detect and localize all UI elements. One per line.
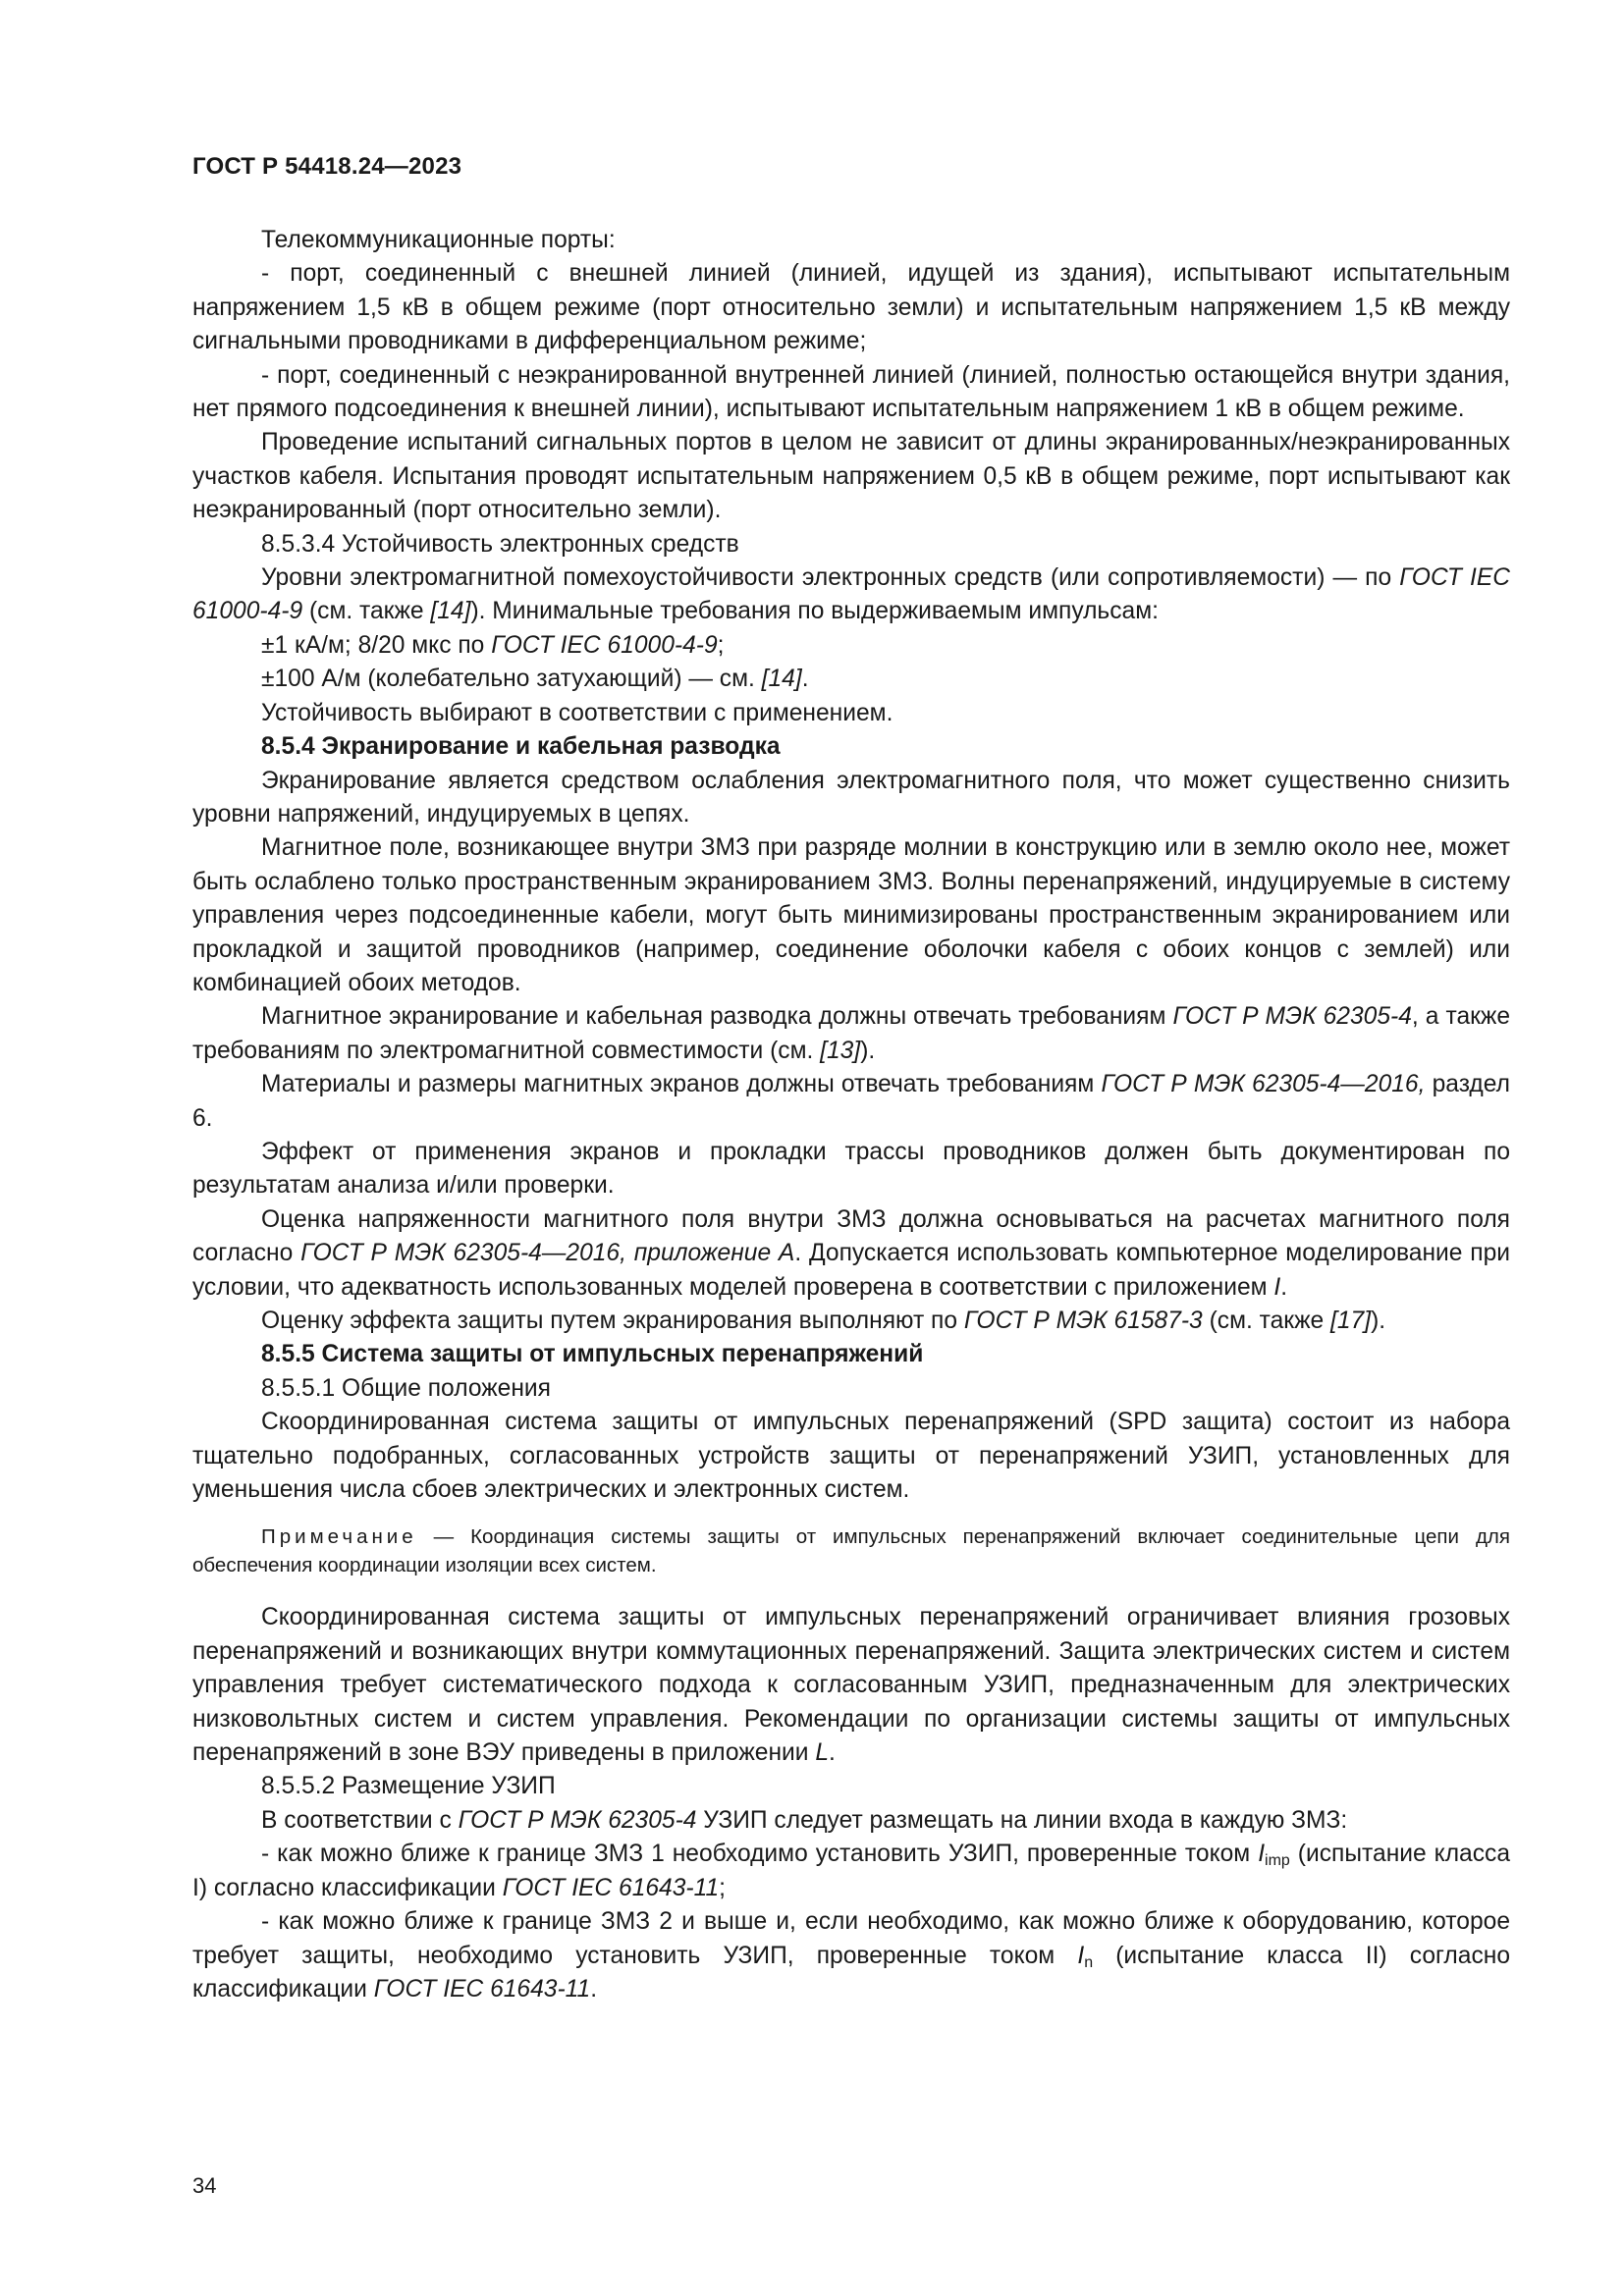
paragraph: ±1 кА/м; 8/20 мкс по ГОСТ IEC 61000-4-9;	[261, 631, 725, 659]
standard-reference: ГОСТ IEC 61000-4-9	[491, 631, 718, 659]
document-body	[192, 224, 1510, 2006]
paragraph: - как можно ближе к границе ЗМЗ 2 и выше и, если необходимо, как можно ближе к оборудованию, которое требует защиты, необходимо установить УЗИП, проверенные током $I_n$ (испытание класса II) согласно классификации ГОСТ IEC 61643-11.	[192, 1908, 1511, 2002]
paragraph: Уровни электромагнитной помехоустойчивости электронных средств (или сопротивляемости) — по ГОСТ IEC 61000-4-9 (см. также [14]). Минимальные требования по выдерживаемым импульсам:	[192, 564, 1510, 625]
subsection-heading: 8.5.3.4 Устойчивость электронных средств	[261, 530, 739, 558]
standard-reference: ГОСТ Р МЭК 62305-4	[458, 1806, 697, 1834]
bibliography-reference: [14]	[761, 666, 802, 693]
paragraph: Проведение испытаний сигнальных портов в целом не зависит от длины экранированных/неэкранированных участков кабеля. Испытания проводят испытательным напряжением 0,5 кВ в общем режиме, порт испытывают как неэкранированный (порт относительно земли).	[192, 429, 1510, 524]
bibliography-reference: [13]	[820, 1037, 861, 1064]
standard-reference: ГОСТ Р МЭК 62305-4	[1172, 1003, 1412, 1031]
standard-reference: ГОСТ IEC 61000-4-9	[192, 564, 1510, 625]
section-heading: 8.5.5 Система защиты от импульсных перенапряжений	[261, 1341, 924, 1368]
note	[192, 1522, 1510, 1579]
current-symbol: I	[1258, 1841, 1266, 1868]
bibliography-reference: [14]	[430, 598, 471, 625]
document-code-header: ГОСТ Р 54418.24—2023	[192, 153, 462, 180]
paragraph: Скоординированная система защиты от импульсных перенапряжений ограничивает влияния грозовых перенапряжений и возникающих внутри коммутационных перенапряжений. Защита электрических систем и систем управления требует систематического подхода к согласованным УЗИП, предназначенным для электрических низковольтных систем и систем управления. Рекомендации по организации системы защиты от импульсных перенапряжений в зоне ВЭУ приведены в приложении L.	[192, 1604, 1510, 1767]
paragraph: Устойчивость выбирают в соответствии с применением.	[261, 699, 893, 726]
paragraph: Эффект от применения экранов и прокладки трассы проводников должен быть документирован по результатам анализа и/или проверки.	[192, 1138, 1510, 1200]
standard-reference: ГОСТ Р МЭК 62305-4—2016,	[1101, 1071, 1426, 1098]
paragraph: - порт, соединенный с неэкранированной внутренней линией (линией, полностью остающейся внутри здания, нет прямого подсоединения к внешней линии), испытывают испытательным напряжением 1 кВ в общем режиме.	[192, 361, 1510, 423]
paragraph: Оценка напряженности магнитного поля внутри ЗМЗ должна основываться на расчетах магнитного поля согласно ГОСТ Р МЭК 62305-4—2016, приложение А. Допускается использовать компьютерное моделирование при условии, что адекватность использованных моделей проверена в соответствии с приложением I.	[192, 1205, 1510, 1301]
annex-reference: L	[815, 1739, 830, 1767]
paragraph: Скоординированная система защиты от импульсных перенапряжений (SPD защита) состоит из набора тщательно подобранных, согласованных устройств защиты от перенапряжений УЗИП, установленных для уменьшения числа сбоев электрических и электронных систем.	[192, 1409, 1510, 1504]
paragraph: Магнитное экранирование и кабельная разводка должны отвечать требованиям ГОСТ Р МЭК 62305-4, а также требованиям по электромагнитной совместимости (см. [13]).	[192, 1003, 1511, 1064]
paragraph: - порт, соединенный с внешней линией (линией, идущей из здания), испытывают испытательным напряжением 1,5 кВ в общем режиме (порт относительно земли) и испытательным напряжением 1,5 кВ между сигнальными проводниками в дифференциальном режиме;	[192, 260, 1510, 355]
standard-reference: ГОСТ IEC 61643-11	[373, 1975, 591, 2002]
paragraph: Экранирование является средством ослабления электромагнитного поля, что может существенно снизить уровни напряжений, индуцируемых в цепях.	[192, 767, 1510, 828]
note-label: Примечание	[261, 1525, 417, 1549]
page-number: 34	[192, 2173, 217, 2198]
subsection-heading: 8.5.5.2 Размещение УЗИП	[261, 1773, 556, 1800]
paragraph: Материалы и размеры магнитных экранов должны отвечать требованиям ГОСТ Р МЭК 62305-4—2016, раздел 6.	[192, 1071, 1510, 1132]
note-text: — Координация системы защиты от импульсных перенапряжений включает соединительные цепи для обеспечения координации изоляции всех систем.	[192, 1525, 1510, 1577]
paragraph: Оценку эффекта защиты путем экранирования выполняют по ГОСТ Р МЭК 61587-3 (см. также [17]).	[261, 1308, 1386, 1334]
paragraph: Магнитное поле, возникающее внутри ЗМЗ при разряде молнии в конструкцию или в землю около нее, может быть ослаблено только пространственным экранированием ЗМЗ. Волны перенапряжений, индуцируемые в систему управления через подсоединенные кабели, могут быть минимизированы пространственным экранированием или прокладкой и защитой проводников (например, соединение оболочки кабеля с обоих концов с землей) или комбинацией обоих методов.	[192, 834, 1510, 996]
current-symbol: I	[1077, 1942, 1085, 1969]
annex-reference: I	[1273, 1273, 1281, 1301]
current-subscript: imp	[1265, 1852, 1290, 1870]
standard-reference: ГОСТ Р МЭК 62305-4—2016, приложение А	[300, 1240, 795, 1267]
current-subscript: n	[1084, 1953, 1094, 1971]
subsection-heading: 8.5.5.1 Общие положения	[261, 1374, 551, 1402]
standard-reference: ГОСТ IEC 61643-11	[502, 1874, 720, 1901]
paragraph: В соответствии с ГОСТ Р МЭК 62305-4 УЗИП следует размещать на линии входа в каждую ЗМЗ:	[261, 1806, 1348, 1834]
standard-reference: ГОСТ Р МЭК 61587-3	[963, 1308, 1203, 1334]
paragraph: ±100 А/м (колебательно затухающий) — см. [14].	[261, 666, 809, 693]
bibliography-reference: [17]	[1330, 1308, 1372, 1334]
section-heading: 8.5.4 Экранирование и кабельная разводка	[261, 733, 781, 761]
paragraph: - как можно ближе к границе ЗМЗ 1 необходимо установить УЗИП, проверенные током $I_{imp}$ (испытание класса I) согласно классификации ГОСТ IEC 61643-11;	[192, 1841, 1510, 1901]
paragraph: Телекоммуникационные порты:	[261, 227, 616, 253]
